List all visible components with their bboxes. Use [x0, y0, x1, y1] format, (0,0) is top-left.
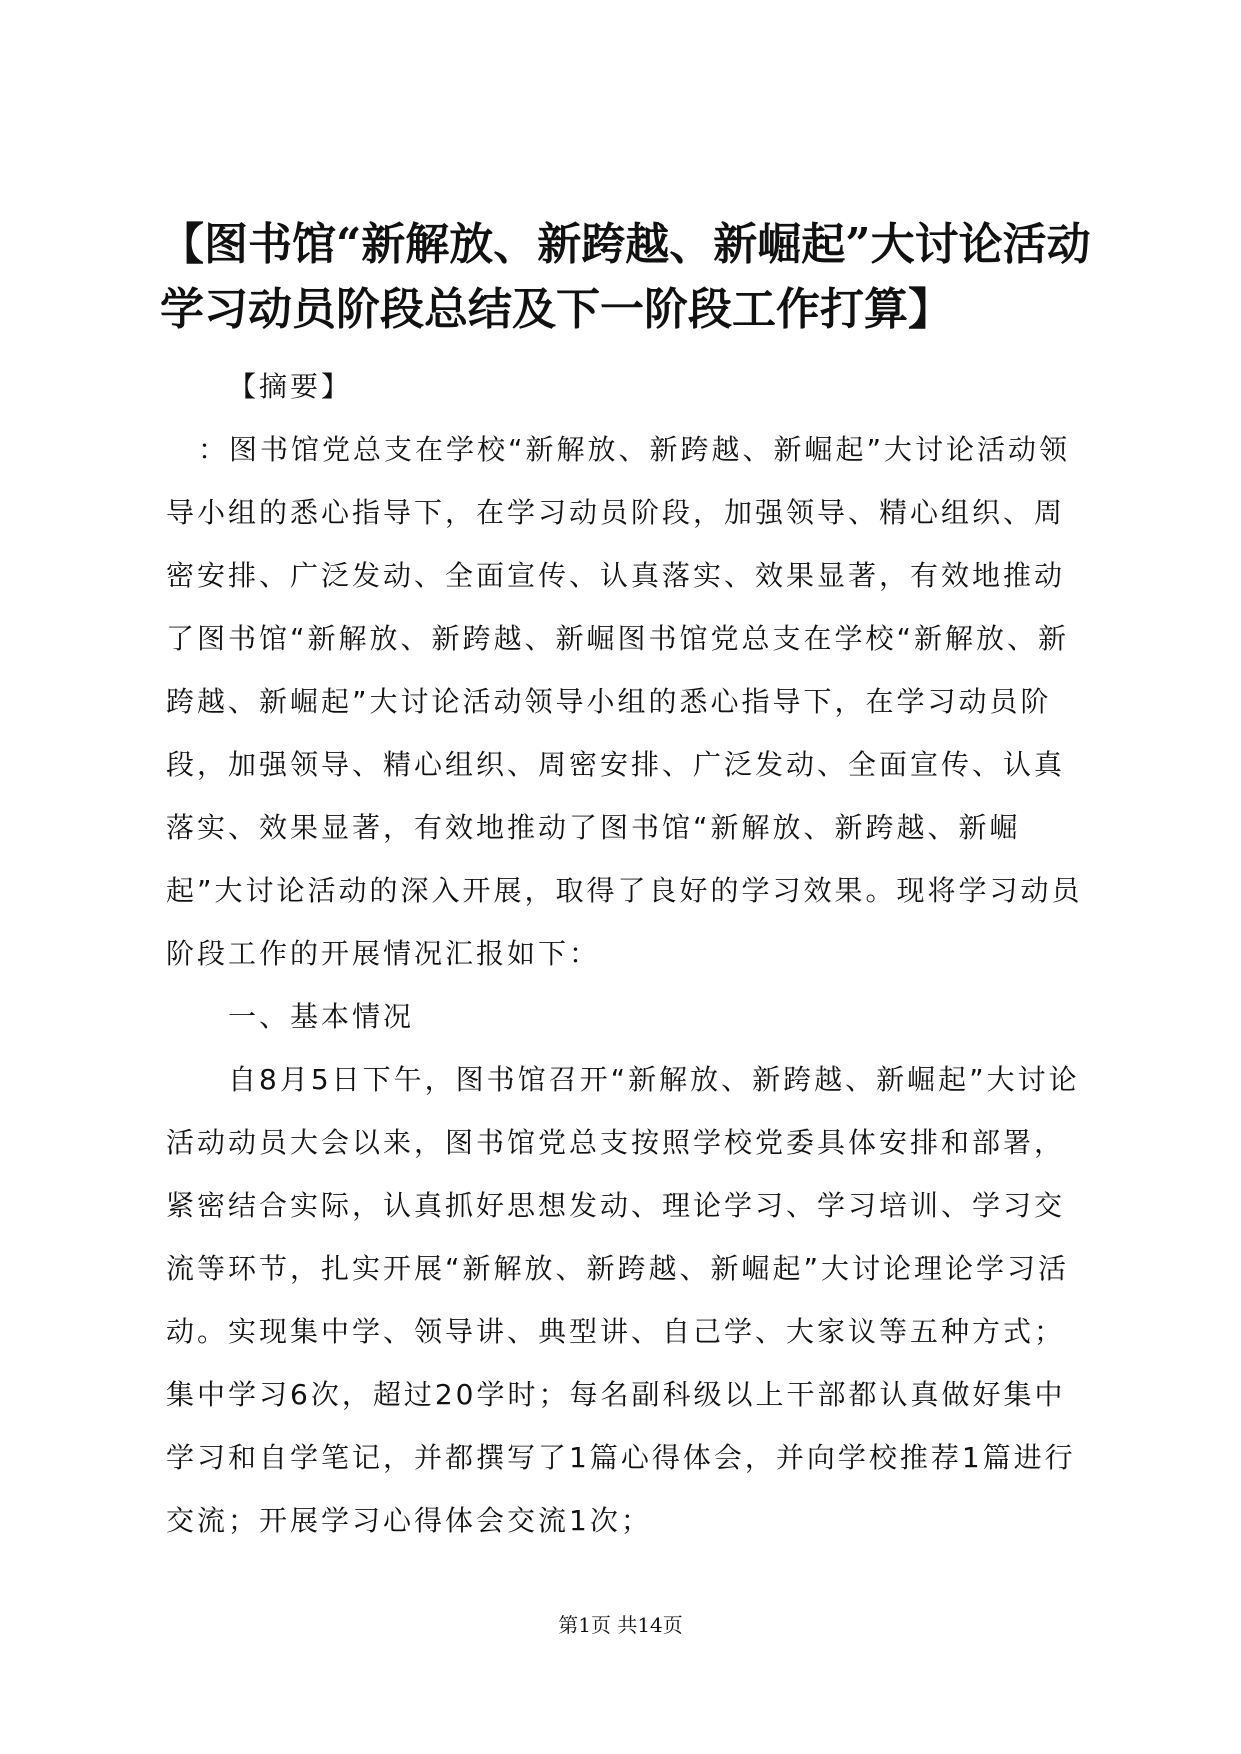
abstract-paragraph: ：图书馆党总支在学校“新解放、新跨越、新崛起”大讨论活动领导小组的悉心指导下，在学习动员阶段，加强领导、精心组织、周密安排、广泛发动、全面宣传、认真落实、效果显著，有效地推动了图书馆“新解放、新跨越、新崛图书馆党总支在学校“新解放、新跨越、新崛起”大讨论活动领导小组的悉心指导下，在学习动员阶段，加强领导、精心组织、周密安排、广泛发动、全面宣传、认真落实、效果显著，有效地推动了图书馆“新解放、新跨越、新崛起”大讨论活动的深入开展，取得了良好的学习效果。现将学习动员阶段工作的开展情况汇报如下： [166, 433, 1083, 970]
page-footer: 第1页 共14页 [558, 1613, 683, 1637]
section-heading: 一、基本情况 [228, 1000, 415, 1033]
body-paragraph: 自8月5日下午，图书馆召开“新解放、新跨越、新崛起”大讨论活动动员大会以来，图书馆党总支按照学校党委具体安排和部署，紧密结合实际，认真抓好思想发动、理论学习、学习培训、学习交流等环节，扎实开展“新解放、新跨越、新崛起”大讨论理论学习活动。实现集中学、领导讲、典型讲、自己学、大家议等五种方式；集中学习6次，超过20学时；每名副科级以上干部都认真做好集中学习和自学笔记，并都撰写了1篇心得体会，并向学校推荐1篇进行交流；开展学习心得体会交流1次； [166, 1063, 1080, 1537]
document-body [166, 355, 1086, 1552]
abstract-heading: 【摘要】 [228, 370, 353, 403]
document-title: 【图书馆“新解放、新跨越、新崛起”大讨论活动学习动员阶段总结及下一阶段工作打算】 [160, 219, 1091, 335]
